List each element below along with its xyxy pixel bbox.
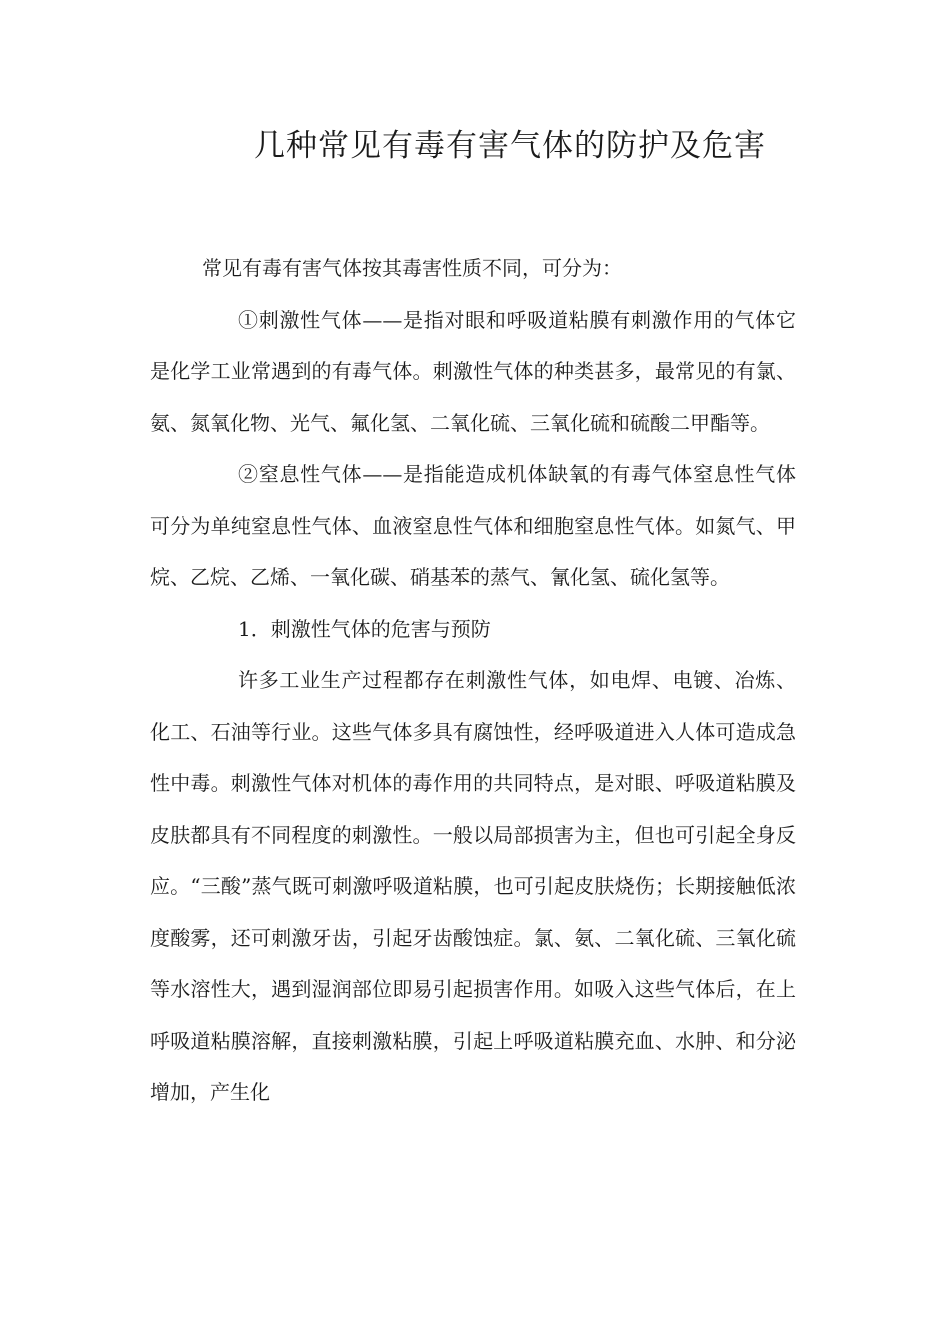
hazard-paragraph: 许多工业生产过程都存在刺激性气体，如电焊、电镀、冶炼、化工、石油等行业。这些气体多具有腐蚀性，经呼吸道进入人体可造成急性中毒。刺激性气体对机体的毒作用的共同特点，是对眼、呼吸道粘膜及皮肤都具有不同程度的刺激性。一般以局部损害为主，但也可引起全身反应。“三酸”蒸气既可刺激呼吸道粘膜，也可引起皮肤烧伤；长期接触低浓度酸雾，还可刺激牙齿，引起牙齿酸蚀症。氯、氨、二氧化硫、三氧化硫等水溶性大，遇到湿润部位即易引起损害作用。如吸入这些气体后，在上呼吸道粘膜溶解，直接刺激粘膜，引起上呼吸道粘膜充血、水肿、和分泌增加，产生化 <box>150 668 796 1104</box>
document-body <box>150 243 796 1119</box>
irritant-gas-paragraph: ①刺激性气体——是指对眼和呼吸道粘膜有刺激作用的气体它是化学工业常遇到的有毒气体。刺激性气体的种类甚多，最常见的有氯、氨、氮氧化物、光气、氟化氢、二氧化硫、三氧化硫和硫酸二甲酯等。 <box>150 307 796 435</box>
intro-paragraph: 常见有毒有害气体按其毒害性质不同，可分为： <box>202 256 622 280</box>
page-title: 几种常见有毒有害气体的防护及危害 <box>254 128 766 164</box>
asphyxiant-gas-paragraph: ②窒息性气体——是指能造成机体缺氧的有毒气体窒息性气体可分为单纯窒息性气体、血液窒息性气体和细胞窒息性气体。如氮气、甲烷、乙烷、乙烯、一氧化碳、硝基苯的蒸气、氰化氢、硫化氢等。 <box>150 462 796 589</box>
section-heading: 1．刺激性气体的危害与预防 <box>238 616 491 641</box>
